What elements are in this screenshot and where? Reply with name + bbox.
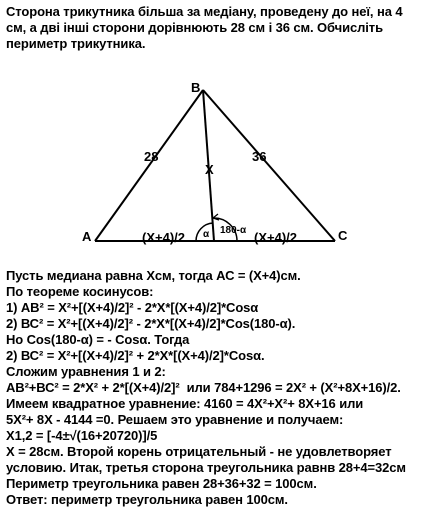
half-right-label: (X+4)/2 [254, 230, 297, 245]
angle-alpha-label: α [203, 229, 210, 240]
vertex-a-label: A [82, 229, 92, 244]
solution-line-5: Но Cos(180-α) = - Cosα. Тогда [6, 332, 190, 347]
side-bc-label: 36 [252, 149, 267, 164]
solution-line-4: 2) ВС² = Х²+[(Х+4)/2]² - 2*Х*[(Х+4)/2]*Cos(180-α). [6, 316, 296, 331]
arrow-icon [213, 214, 219, 220]
solution-line-9: Имеем квадратное уравнение: 4160 = 4Х²+Х²+ 8Х+16 или [6, 396, 364, 411]
side-bc-line [203, 90, 335, 241]
solution-line-8: АВ²+ВС² = 2*Х² + 2*[(Х+4)/2]² или 784+1296 = 2Х² + (Х²+8Х+16)/2. [6, 380, 401, 395]
vertex-c-label: C [338, 228, 348, 243]
problem-line-2: см, а дві інші сторони дорівнюють 28 см і 36 см. Обчисліть [6, 20, 383, 35]
median-label: X [205, 162, 214, 177]
solution-line-10: 5Х²+ 8Х - 4144 =0. Решаем это уравнение и получаем: [6, 412, 344, 427]
side-ab-label: 28 [144, 149, 159, 164]
half-left-label: (X+4)/2 [142, 230, 185, 245]
solution-line-15: Ответ: периметр треугольника равен 100см. [6, 492, 288, 507]
solution-line-6: 2) ВС² = Х²+[(Х+4)/2]² + 2*Х*[(Х+4)/2]*Cosα. [6, 348, 265, 363]
side-ab-line [95, 90, 203, 241]
solution-line-1: Пусть медиана равна Хсм, тогда АС = (Х+4)см. [6, 268, 301, 283]
problem-line-1: Сторона трикутника більша за медіану, проведену до неї, на 4 [6, 4, 403, 19]
angle-supp-label: 180-α [220, 225, 247, 236]
solution-line-13: условию. Итак, третья сторона треугольника равнв 28+4=32см [6, 460, 406, 475]
solution-line-11: Х1,2 = [-4±√(16+20720)]/5 [6, 428, 158, 443]
solution-line-3: 1) АВ² = Х²+[(Х+4)/2]² - 2*Х*[(Х+4)/2]*Cosα [6, 300, 259, 315]
problem-line-3: периметр трикутника. [6, 36, 146, 51]
solution-line-2: По теореме косинусов: [6, 284, 154, 299]
vertex-b-label: B [191, 80, 201, 95]
solution-line-12: Х = 28см. Второй корень отрицательный - не удовлетворяет [6, 444, 392, 459]
solution-line-7: Сложим уравнения 1 и 2: [6, 364, 166, 379]
solution-line-14: Периметр треугольника равен 28+36+32 = 100см. [6, 476, 317, 491]
